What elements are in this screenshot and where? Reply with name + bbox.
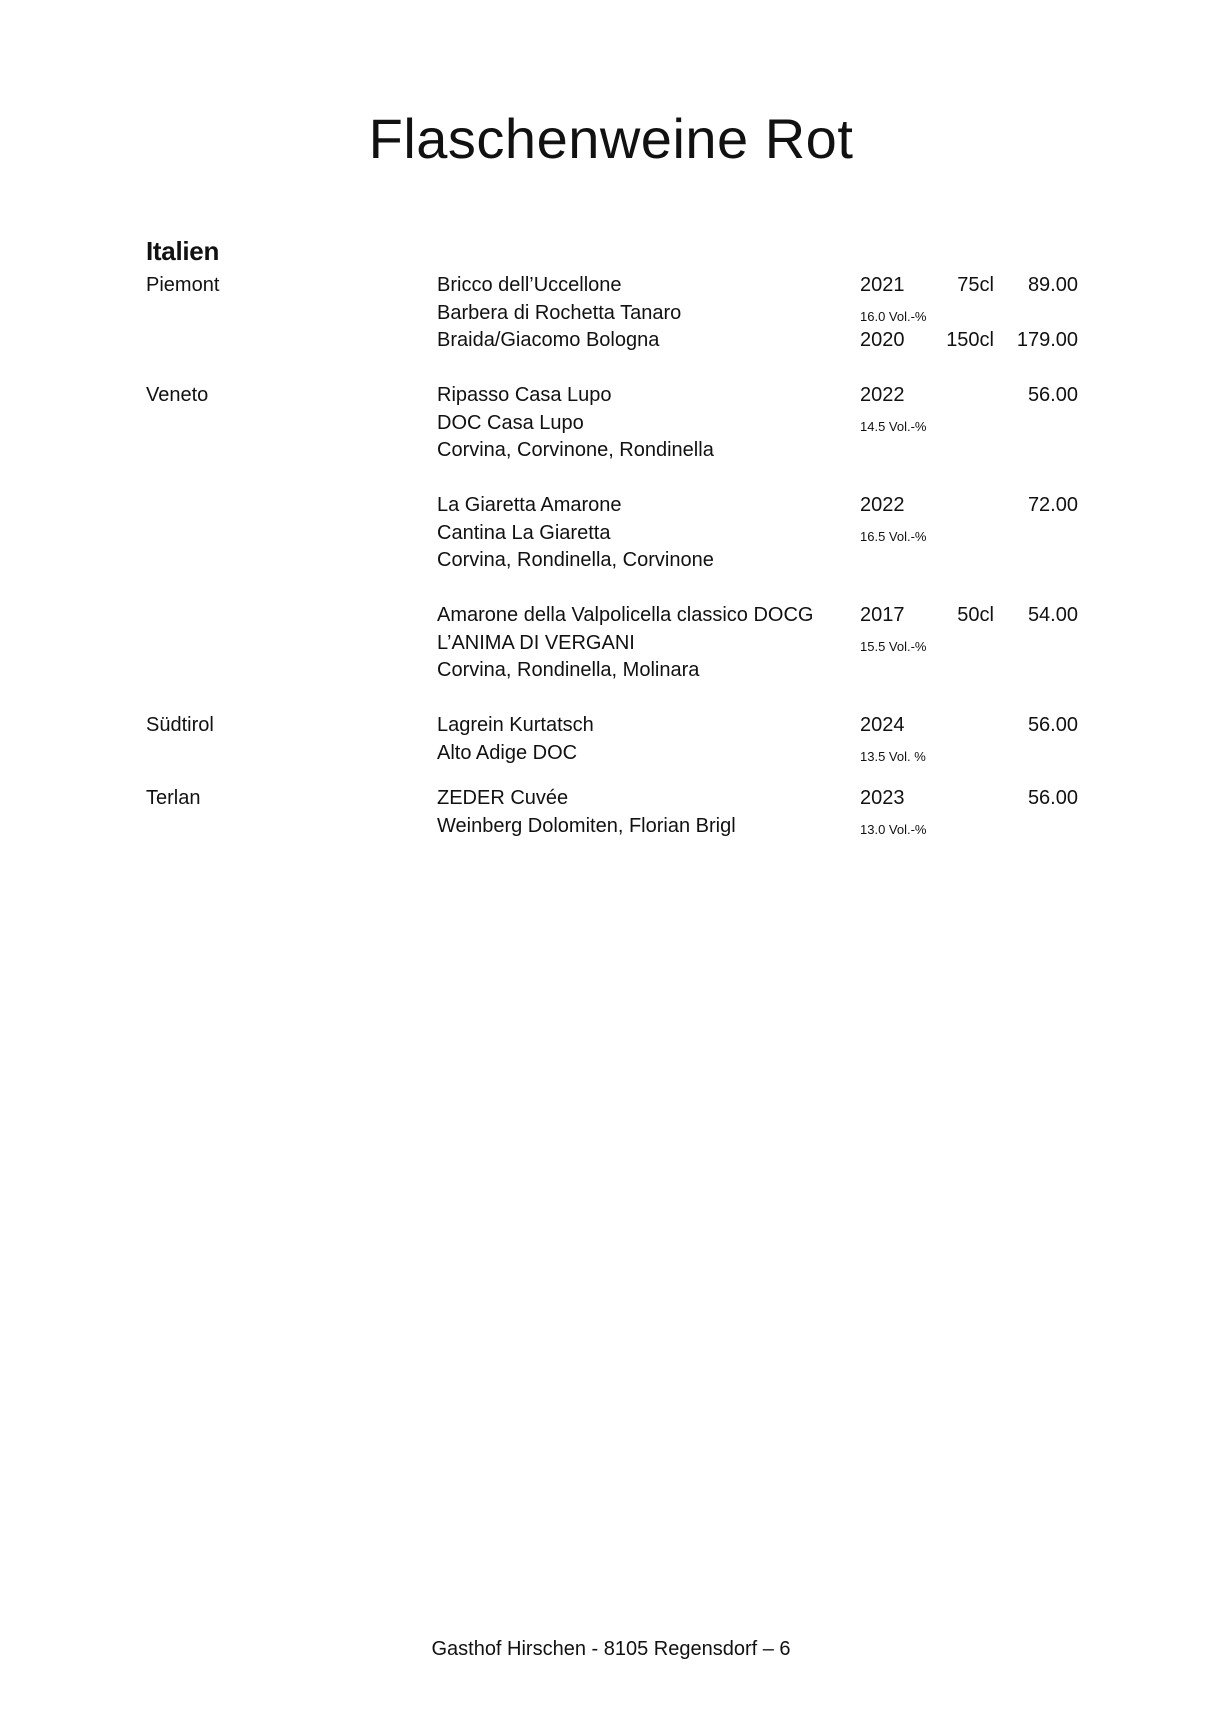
wine-name: Lagrein Kurtatsch (437, 714, 594, 736)
spacer (0, 767, 1222, 785)
region-label: Südtirol (146, 714, 214, 736)
wine-row (0, 712, 1222, 740)
wine-row (0, 382, 1222, 410)
wine-name: La Giaretta Amarone (437, 494, 622, 516)
spacer (0, 685, 1222, 713)
alcohol-volume: 13.0 Vol.-% (860, 821, 927, 837)
wine-row (0, 657, 1222, 685)
wine-price: 89.00 (1027, 274, 1078, 296)
alcohol-volume: 16.0 Vol.-% (860, 308, 927, 324)
alcohol-volume: 16.5 Vol.-% (860, 528, 927, 544)
wine-price: 54.00 (1027, 604, 1078, 626)
wine-subline: Weinberg Dolomiten, Florian Brigl (437, 814, 736, 837)
wine-price: 56.00 (1027, 714, 1078, 736)
region-label: Veneto (146, 384, 209, 406)
grape-varieties: Corvina, Rondinella, Corvinone (437, 549, 714, 571)
wine-row (0, 327, 1222, 355)
wine-row (0, 437, 1222, 465)
bottle-size: 50cl (957, 604, 994, 626)
wine-price: 56.00 (1027, 384, 1078, 406)
grape-varieties: Corvina, Rondinella, Molinara (437, 659, 700, 681)
wine-row (0, 410, 1222, 438)
wine-name: Bricco dell’Uccellone (437, 274, 622, 296)
grape-varieties: Corvina, Corvinone, Rondinella (437, 439, 714, 461)
bottle-size: 150cl (946, 329, 994, 351)
bottle-size: 75cl (957, 274, 994, 296)
wine-name: Amarone della Valpolicella classico DOCG (437, 604, 814, 626)
wine-subline: Alto Adige DOC (437, 741, 578, 764)
spacer (0, 465, 1222, 493)
wine-subline: Cantina La Giaretta (437, 521, 611, 544)
spacer (0, 575, 1222, 603)
wine-year: 2020 (860, 329, 905, 351)
alcohol-volume: 14.5 Vol.-% (860, 418, 927, 434)
wine-name: ZEDER Cuvée (437, 787, 569, 809)
region-label: Piemont (146, 274, 220, 296)
wine-row (0, 630, 1222, 658)
wine-subline: DOC Casa Lupo (437, 411, 584, 434)
alcohol-volume: 15.5 Vol.-% (860, 638, 927, 654)
section-title-italien: Italien (146, 236, 220, 266)
wine-year: 2024 (860, 714, 905, 736)
wine-row (0, 602, 1222, 630)
wine-price: 179.00 (1016, 329, 1078, 351)
region-label: Terlan (146, 787, 201, 809)
wine-row (0, 520, 1222, 548)
wine-subline: Barbera di Rochetta Tanaro (437, 301, 682, 324)
wine-year: 2021 (860, 274, 905, 296)
wine-year: 2022 (860, 494, 905, 516)
wine-year: 2017 (860, 604, 905, 626)
wine-price: 72.00 (1027, 494, 1078, 516)
alcohol-volume: 13.5 Vol. % (860, 748, 926, 764)
wine-subline: L’ANIMA DI VERGANI (437, 631, 635, 654)
wine-price: 56.00 (1027, 787, 1078, 809)
wine-row (0, 300, 1222, 328)
wine-name: Ripasso Casa Lupo (437, 384, 612, 406)
wine-row (0, 813, 1222, 841)
wine-row (0, 547, 1222, 575)
wine-row (0, 272, 1222, 300)
wine-year: 2022 (860, 384, 905, 406)
wine-row (0, 492, 1222, 520)
wine-row (0, 740, 1222, 768)
wine-subline: Braida/Giacomo Bologna (437, 329, 660, 351)
wine-year: 2023 (860, 787, 905, 809)
wine-row (0, 785, 1222, 813)
spacer (0, 355, 1222, 383)
wine-list (0, 272, 1222, 840)
page-footer: Gasthof Hirschen - 8105 Regensdorf – 6 (431, 1638, 791, 1660)
page-title: Flaschenweine Rot (368, 107, 854, 170)
